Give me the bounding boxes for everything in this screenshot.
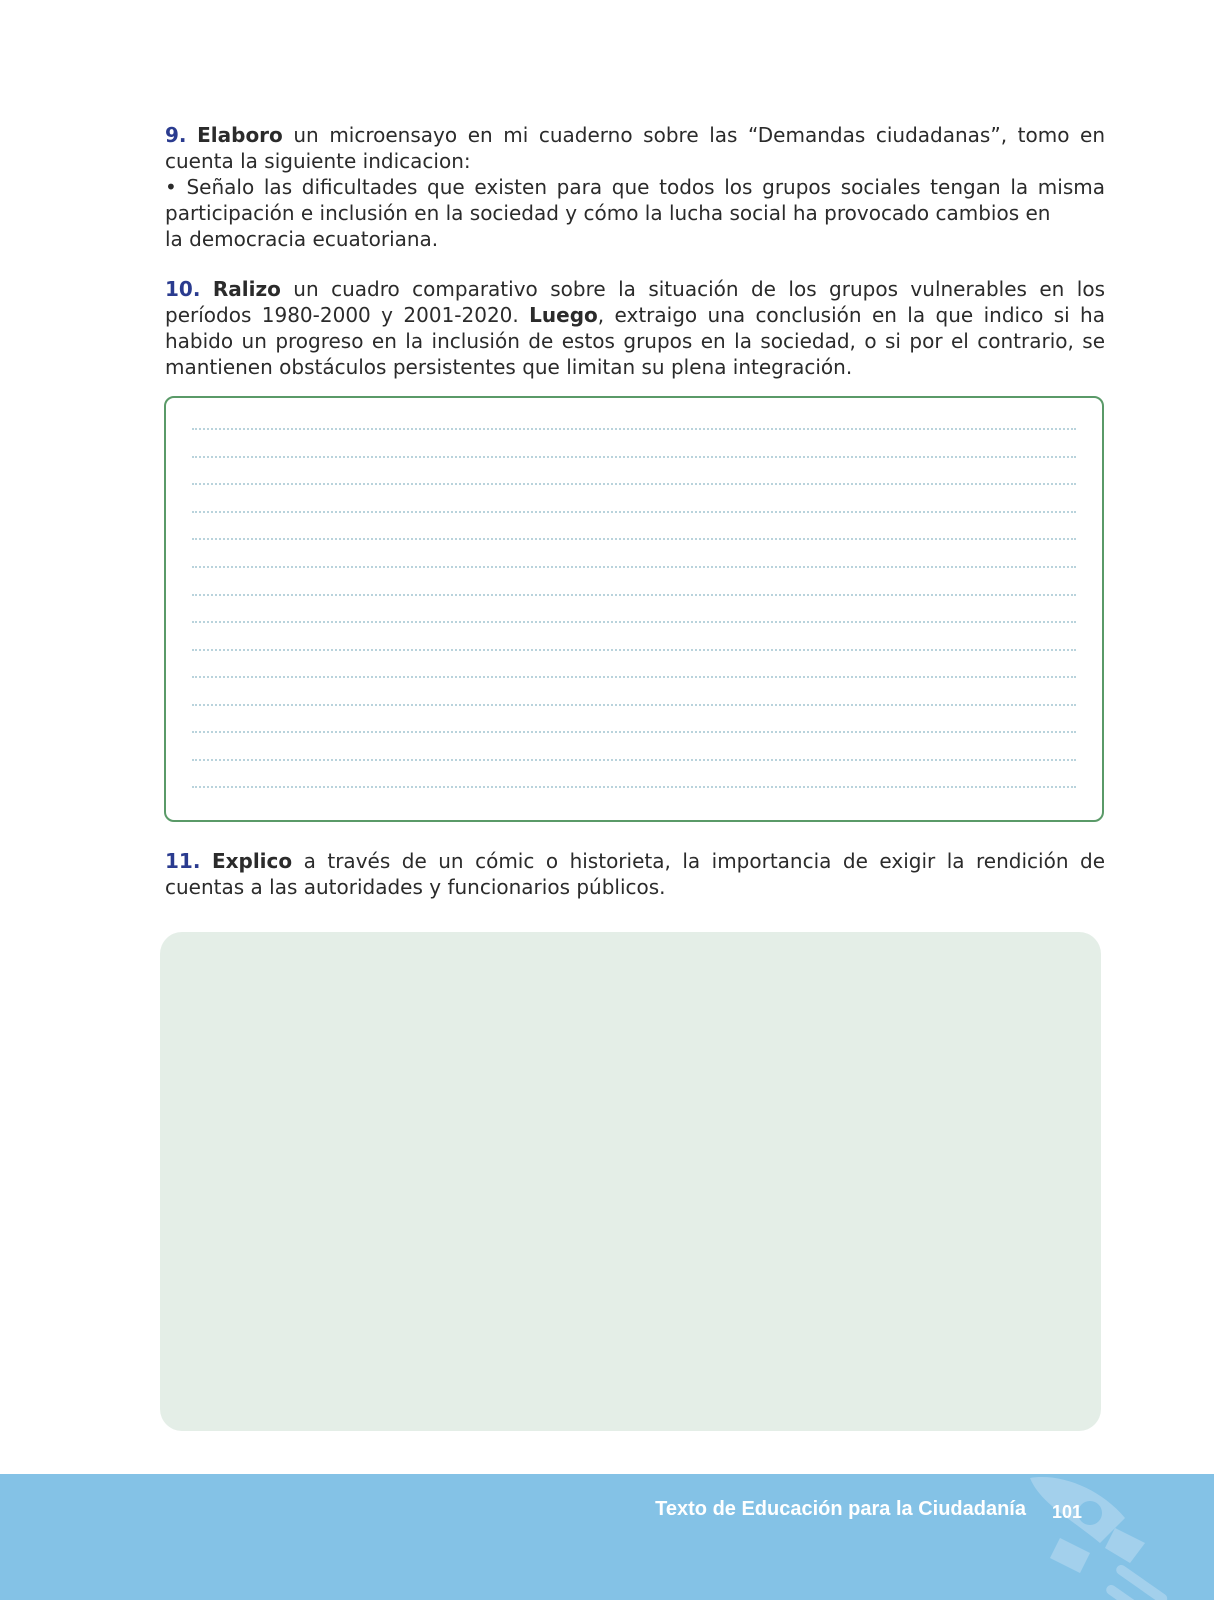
question-11 — [165, 848, 1105, 900]
writing-line[interactable] — [192, 566, 1076, 568]
question-verb: Explico — [211, 849, 293, 873]
writing-line[interactable] — [192, 704, 1076, 706]
bullet-line-2: participación e inclusión en la sociedad y cómo la lucha social ha provocado cambios en — [165, 201, 1051, 225]
bullet-line: • Señalo las dificultades que existen para que todos los grupos sociales tengan la misma — [165, 175, 1105, 199]
book-title: Texto de Educación para la Ciudadanía — [655, 1498, 1026, 1520]
question-number: 10. — [165, 277, 201, 301]
question-number: 9. — [165, 123, 187, 147]
question-number: 11. — [165, 849, 201, 873]
writing-line[interactable] — [192, 621, 1076, 623]
writing-line[interactable] — [192, 759, 1076, 761]
question-verb: Ralizo — [212, 277, 281, 301]
bullet-line-3: la democracia ecuatoriana. — [165, 227, 439, 251]
question-10 — [165, 276, 1105, 380]
writing-line[interactable] — [192, 511, 1076, 513]
writing-line[interactable] — [192, 786, 1076, 788]
question-text: un microensayo en mi cuaderno sobre las “Demandas ciudadanas”, tomo en cuenta la siguiente indicacion: — [165, 123, 1106, 173]
rocket-icon — [1020, 1474, 1210, 1600]
page-number: 101 — [1052, 1502, 1083, 1522]
question-text: a través de un cómic o historieta, la importancia de exigir la rendición de cuentas a las autoridades y funcionarios públicos. — [165, 849, 1106, 899]
question-verb: Elaboro — [197, 123, 283, 147]
writing-line[interactable] — [192, 483, 1076, 485]
writing-line[interactable] — [192, 731, 1076, 733]
question-verb-secondary: Luego — [529, 303, 598, 327]
answer-writing-box[interactable] — [164, 396, 1104, 822]
comic-drawing-area[interactable] — [160, 932, 1101, 1431]
writing-line[interactable] — [192, 456, 1076, 458]
question-9 — [165, 122, 1105, 252]
writing-line[interactable] — [192, 594, 1076, 596]
writing-line[interactable] — [192, 649, 1076, 651]
question-text-continued: , extraigo una conclusión en la que indico si ha habido un progreso en la inclusión de estos grupos en la sociedad, o si por el contrario, se mantienen obstáculos persistentes que limitan su plena integración. — [165, 303, 1105, 379]
writing-line[interactable] — [192, 538, 1076, 540]
page-footer — [0, 1474, 1214, 1600]
writing-line[interactable] — [192, 428, 1076, 430]
writing-line[interactable] — [192, 676, 1076, 678]
question-text: un cuadro comparativo sobre la situación de los grupos vulnerables en los períodos 1980-2000 y 2001-2020. — [165, 277, 1105, 327]
